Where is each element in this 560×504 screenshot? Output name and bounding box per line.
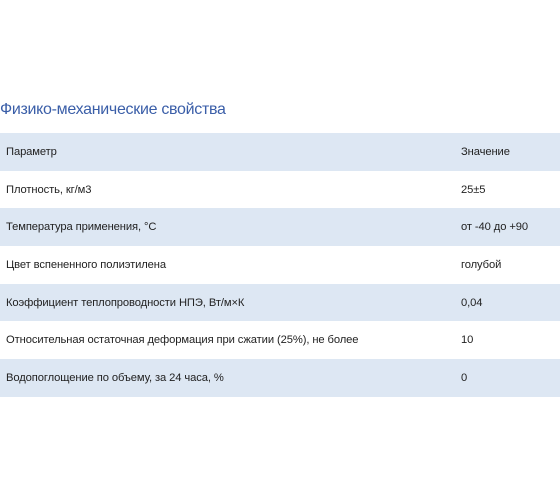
- table-row: [0, 171, 560, 209]
- param-cell: Коэффициент теплопроводности НПЭ, Вт/м×К: [6, 296, 245, 309]
- value-cell: от -40 до +90: [461, 221, 529, 234]
- table-row: [0, 321, 560, 359]
- value-cell: 0: [461, 371, 468, 384]
- param-cell: Температура применения, °С: [6, 221, 157, 234]
- table-row: [0, 208, 560, 246]
- value-cell: 10: [461, 334, 474, 347]
- column-header-parameter: Параметр: [6, 145, 57, 158]
- param-cell: Водопоглощение по объему, за 24 часа, %: [6, 371, 224, 384]
- param-cell: Плотность, кг/м3: [6, 183, 92, 196]
- table-header-row: [0, 133, 560, 171]
- value-cell: голубой: [461, 258, 502, 271]
- table-row: [0, 359, 560, 397]
- param-cell: Цвет вспененного полиэтилена: [6, 258, 167, 271]
- value-cell: 0,04: [461, 296, 483, 309]
- section-title: Физико-механические свойства: [0, 101, 226, 118]
- column-header-value: Значение: [461, 145, 510, 158]
- table-row: [0, 284, 560, 322]
- param-cell: Относительная остаточная деформация при сжатии (25%), не более: [6, 334, 359, 347]
- table-row: [0, 246, 560, 284]
- properties-table: [0, 133, 560, 397]
- value-cell: 25±5: [461, 183, 486, 196]
